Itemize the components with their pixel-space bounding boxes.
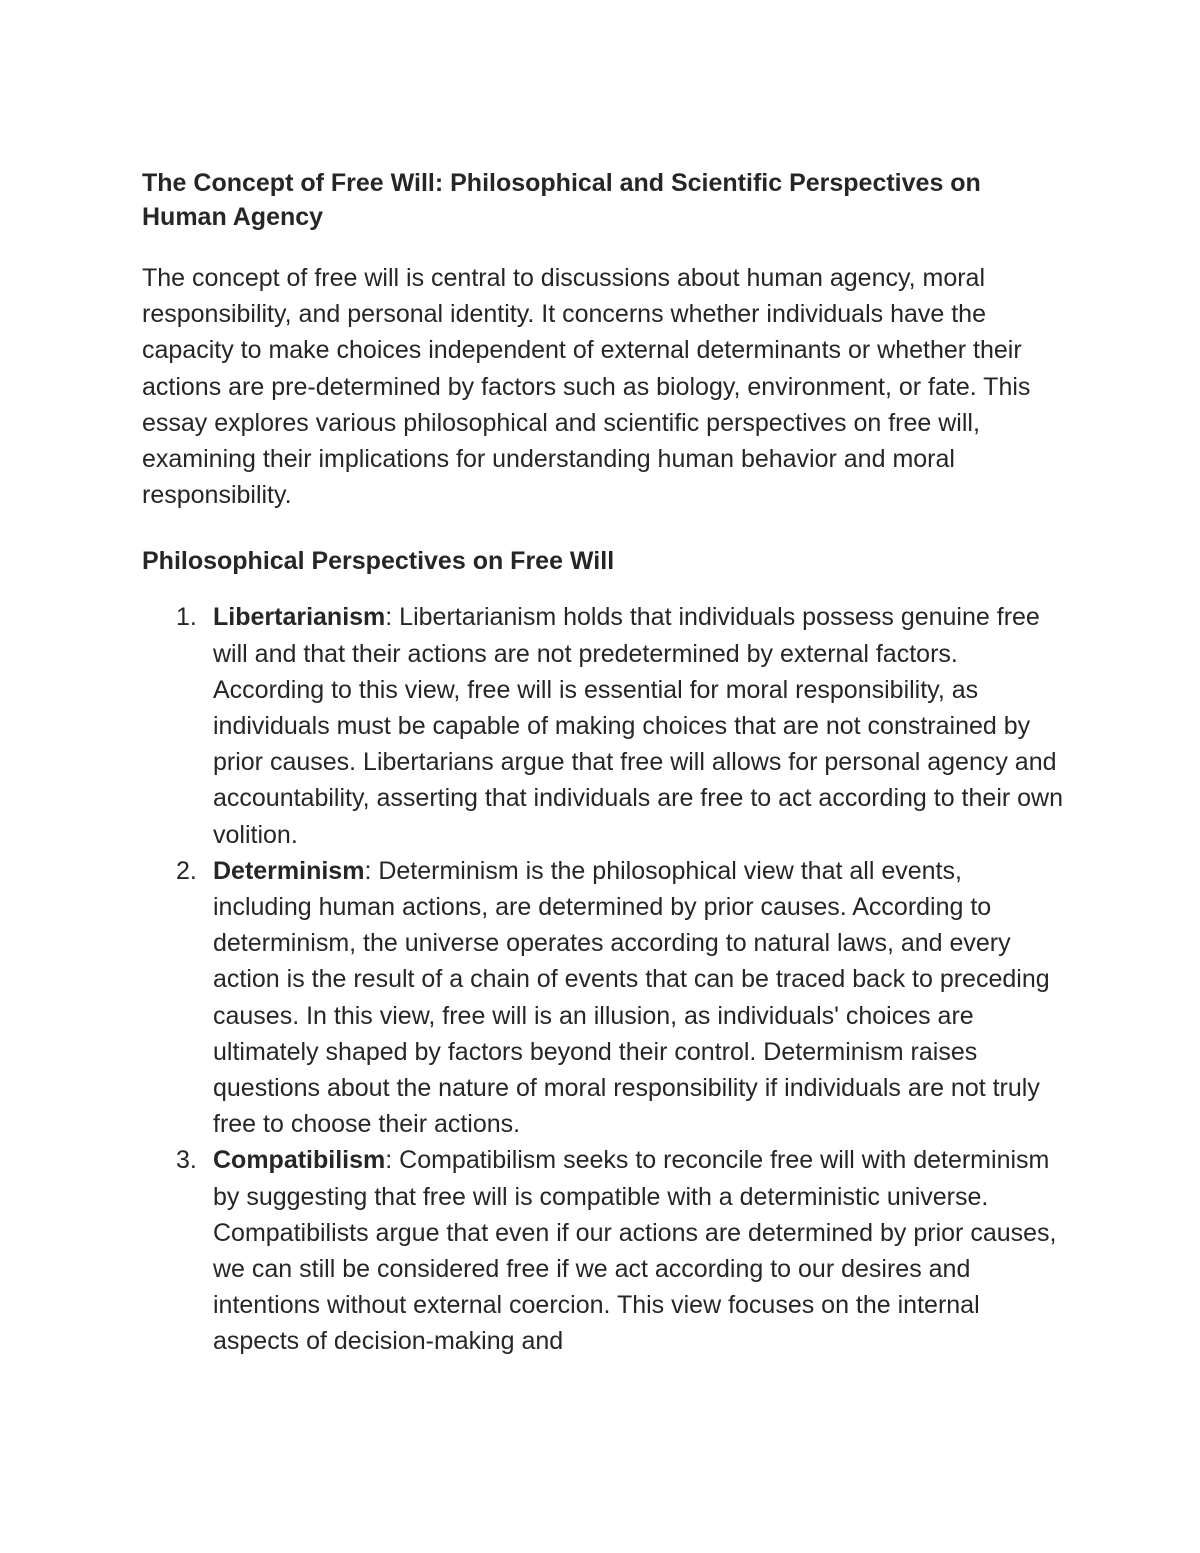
list-item-text: : Libertarianism holds that individuals possess genuine free will and that their actions are not predetermined by external factors. According to this view, free will is essential for moral responsibility, as individuals must be capable of making choices that are not constrained by prior causes. Libertarians argue that free will allows for personal agency and accountability, asserting that individuals are free to act according to their own volition.: [213, 603, 1063, 849]
list-item-term: Compatibilism: [213, 1146, 386, 1175]
list-item-compatibilism: [142, 1142, 1067, 1359]
list-item-number: 1.: [176, 603, 197, 632]
list-item-number: 2.: [176, 856, 197, 885]
list-item-text: : Determinism is the philosophical view that all events, including human actions, are determined by prior causes. According to determinism, the universe operates according to natural laws, and every action is the result of a chain of events that can be traced back to preceding causes. In this view, free will is an illusion, as individuals' choices are ultimately shaped by factors beyond their control. Determinism raises questions about the nature of moral responsibility if individuals are not truly free to choose their actions.: [213, 856, 1050, 1139]
intro-paragraph: The concept of free will is central to discussions about human agency, moral responsibility, and personal identity. It concerns whether individuals have the capacity to make choices independent of external determinants or whether their actions are pre-determined by factors such as biology, environment, or fate. This essay explores various philosophical and scientific perspectives on free will, examining their implications for understanding human behavior and moral responsibility.: [142, 264, 1031, 510]
list-item-determinism: [142, 853, 1067, 1143]
section-heading: Philosophical Perspectives on Free Will: [142, 547, 615, 576]
document-page: [142, 166, 1067, 1360]
list-item-text: : Compatibilism seeks to reconcile free will with determinism by suggesting that free will is compatible with a deterministic universe. Compatibilists argue that even if our actions are determined by prior causes, we can still be considered free if we act according to our desires and intentions without external coercion. This view focuses on the internal aspects of decision-making and: [213, 1146, 1057, 1356]
list-item-libertarianism: [142, 599, 1067, 852]
list-item-number: 3.: [176, 1146, 197, 1175]
list-item-term: Libertarianism: [213, 603, 386, 632]
perspectives-list: [142, 599, 1067, 1359]
document-title: The Concept of Free Will: Philosophical and Scientific Perspectives on Human Agency: [142, 169, 981, 231]
list-item-term: Determinism: [213, 856, 365, 885]
